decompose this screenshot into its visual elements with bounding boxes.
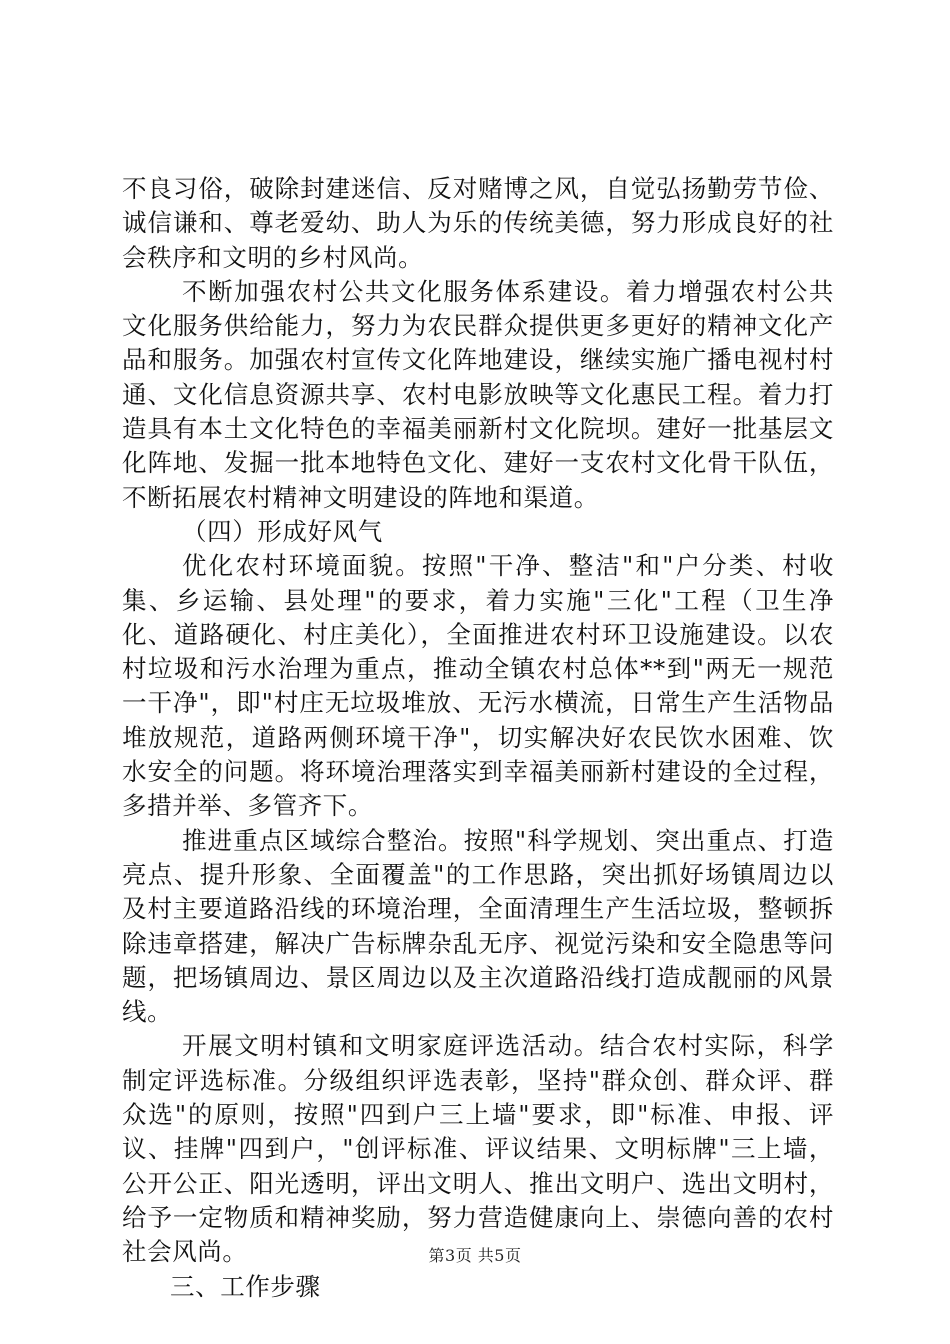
section-heading-work-steps: 三、工作步骤 [170, 1271, 321, 1301]
paragraph-key-area-rectification: 推进重点区域综合整治。按照"科学规划、突出重点、打造亮点、提升形象、全面覆盖"的工作思路，突出抓好场镇周边以及村主要道路沿线的环境治理，全面清理生产生活垃圾，整顿拆除违章搭建，解决广告标牌杂乱无序、视觉污染和安全隐患等问题，把场镇周边、景区周边以及主次道路沿线打造成靓丽的风景线。 [122, 825, 834, 1027]
paragraph-civilized-village-selection: 开展文明村镇和文明家庭评选活动。结合农村实际，科学制定评选标准。分级组织评选表彰，坚持"群众创、群众评、群众选"的原则，按照"四到户三上墙"要求，即"标准、申报、评议、挂牌"四到户，"创评标准、评议结果、文明标牌"三上墙，公开公正、阳光透明，评出文明人、推出文明户、选出文明村，给予一定物质和精神奖励，努力营造健康向上、崇德向善的农村社会风尚。 [122, 1031, 834, 1267]
paragraph-continued: 不良习俗，破除封建迷信、反对赌博之风，自觉弘扬勤劳节俭、诚信谦和、尊老爱幼、助人为乐的传统美德，努力形成良好的社会秩序和文明的乡村风尚。 [122, 174, 834, 272]
paragraph-public-culture: 不断加强农村公共文化服务体系建设。着力增强农村公共文化服务供给能力，努力为农民群众提供更多更好的精神文化产品和服务。加强农村宣传文化阵地建设，继续实施广播电视村村通、文化信息资源共享、农村电影放映等文化惠民工程。着力打造具有本土文化特色的幸福美丽新村文化院坝。建好一批基层文化阵地、发掘一批本地特色文化、建好一支农村文化骨干队伍，不断拓展农村精神文明建设的阵地和渠道。 [122, 276, 834, 512]
paragraph-rural-environment: 优化农村环境面貌。按照"干净、整洁"和"户分类、村收集、乡运输、县处理"的要求，着力实施"三化"工程（卫生净化、道路硬化、村庄美化），全面推进农村环卫设施建设。以农村垃圾和污水治理为重点，推动全镇农村总体**到"两无一规范一干净"，即"村庄无垃圾堆放、无污水横流，日常生产生活物品堆放规范，道路两侧环境干净"，切实解决好农民饮水困难、饮水安全的问题。将环境治理落实到幸福美丽新村建设的全过程，多措并举、多管齐下。 [122, 551, 834, 821]
section-heading-good-customs: （四）形成好风气 [182, 516, 383, 546]
page-footer: 第3页 共5页 [428, 1246, 522, 1265]
document-body [122, 172, 834, 1304]
